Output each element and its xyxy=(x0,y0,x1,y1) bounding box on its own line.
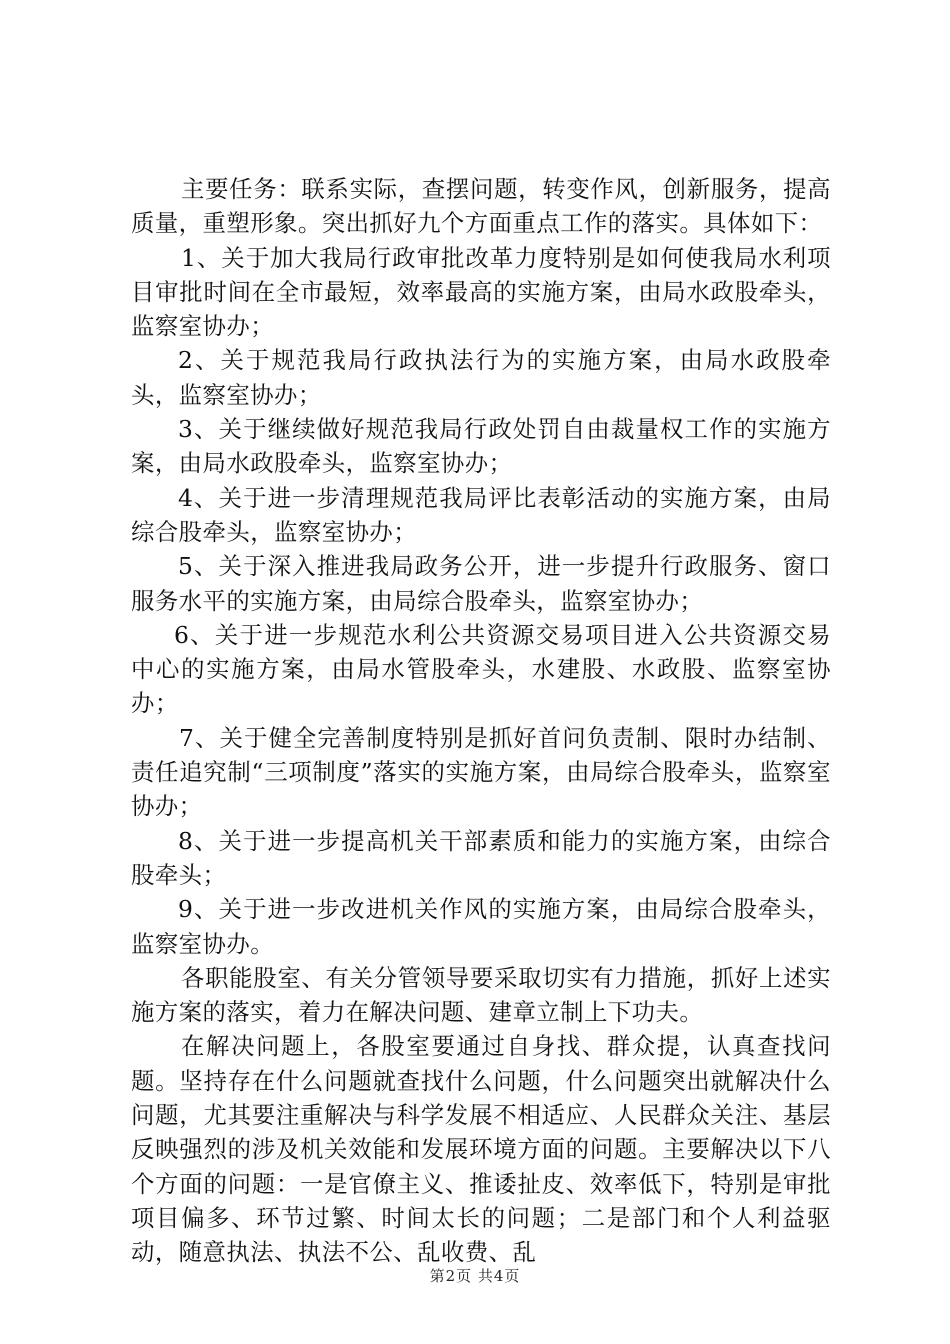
paragraph-item-1: 1、关于加大我局行政审批改革力度特别是如何使我局水利项目审批时间在全市最短，效率最高的实施方案，由局水政股牵头，监察室协办； xyxy=(131,243,831,341)
document-body xyxy=(131,172,831,1270)
paragraph-problem-solving: 在解决问题上，各股室要通过自身找、群众提，认真查找问题。坚持存在什么问题就查找什么问题，什么问题突出就解决什么问题，尤其要注重解决与科学发展不相适应、人民群众关注、基层反映强烈的涉及机关效能和发展环境方面的问题。主要解决以下八个方面的问题：一是官僚主义、推诿扯皮、效率低下，特别是审批项目偏多、环节过繁、时间太长的问题；二是部门和个人利益驱动，随意执法、执法不公、乱收费、乱 xyxy=(131,1032,831,1267)
paragraph-item-8: 8、关于进一步提高机关干部素质和能力的实施方案，由综合股牵头； xyxy=(131,826,831,889)
paragraph-item-5: 5、关于深入推进我局政务公开，进一步提升行政服务、窗口服务水平的实施方案，由局综合股牵头，监察室协办； xyxy=(131,552,831,615)
paragraph-main-tasks: 主要任务：联系实际，查摆问题，转变作风，创新服务，提高质量，重塑形象。突出抓好九个方面重点工作的落实。具体如下： xyxy=(131,175,831,238)
paragraph-item-4: 4、关于进一步清理规范我局评比表彰活动的实施方案，由局综合股牵头，监察室协办； xyxy=(131,483,831,546)
paragraph-implementation: 各职能股室、有关分管领导要采取切实有力措施，抓好上述实施方案的落实，着力在解决问题、建章立制上下功夫。 xyxy=(131,963,831,1027)
page-number-footer: 第2页 共4页 xyxy=(429,1267,521,1285)
paragraph-item-3: 3、关于继续做好规范我局行政处罚自由裁量权工作的实施方案，由局水政股牵头，监察室协办； xyxy=(131,415,831,478)
paragraph-item-2: 2、关于规范我局行政执法行为的实施方案，由局水政股牵头，监察室协办； xyxy=(131,346,831,409)
paragraph-item-7: 7、关于健全完善制度特别是抓好首问负责制、限时办结制、责任追究制“三项制度”落实的实施方案，由局综合股牵头，监察室协办； xyxy=(131,723,831,821)
paragraph-item-9: 9、关于进一步改进机关作风的实施方案，由局综合股牵头，监察室协办。 xyxy=(131,895,831,958)
paragraph-item-6: 6、关于进一步规范水利公共资源交易项目进入公共资源交易中心的实施方案，由局水管股牵头，水建股、水政股、监察室协办； xyxy=(131,620,831,718)
